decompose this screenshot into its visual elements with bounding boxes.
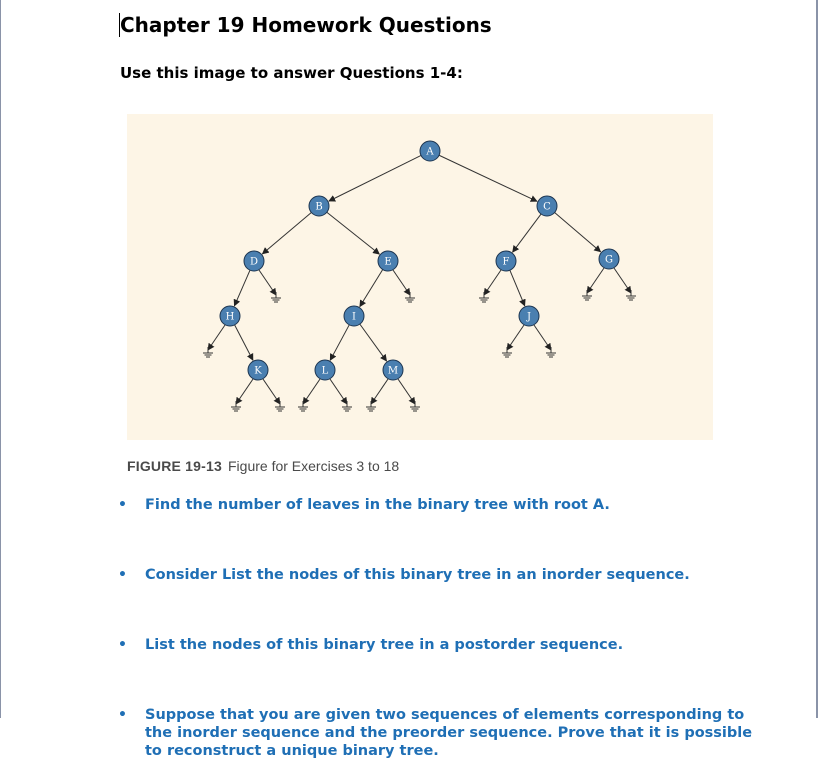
- null-ground-icon: [405, 292, 415, 302]
- tree-node-label: M: [387, 365, 399, 377]
- tree-edge-I-M: [360, 324, 387, 361]
- tree-edge-H-K: [235, 325, 253, 360]
- question-text: List the nodes of this binary tree in a postorder sequence.: [145, 637, 624, 653]
- tree-edge-F-J: [510, 270, 525, 306]
- tree-edge-B-D: [262, 212, 311, 253]
- tree-edge-D-H: [234, 270, 250, 306]
- question-item: [118, 706, 758, 760]
- tree-edge-B-E: [327, 212, 380, 254]
- tree-node-H: [220, 306, 240, 326]
- null-ground-icon: [582, 290, 592, 300]
- null-ground-icon: [410, 401, 420, 411]
- question-text: Consider List the nodes of this binary tree in an inorder sequence.: [145, 567, 690, 583]
- tree-node-label: A: [426, 146, 434, 158]
- null-child-H-L: [208, 325, 225, 350]
- null-child-M-R: [398, 379, 415, 404]
- tree-node-F: [496, 251, 516, 271]
- tree-node-label: H: [225, 311, 235, 323]
- figure-caption-label: FIGURE 19-13: [127, 458, 222, 474]
- tree-node-label: E: [384, 256, 392, 268]
- bullet-icon: •: [118, 567, 127, 583]
- null-ground-icon: [203, 347, 213, 357]
- null-ground-icon: [502, 347, 512, 357]
- null-child-K-L: [236, 379, 253, 404]
- tree-node-label: K: [254, 365, 262, 377]
- tree-node-G: [599, 249, 619, 269]
- null-ground-icon: [342, 401, 352, 411]
- tree-edge-A-C: [439, 155, 537, 201]
- null-child-K-R: [263, 379, 280, 404]
- question-list: [118, 496, 758, 759]
- question-text: Find the number of leaves in the binary tree with root A.: [145, 497, 610, 513]
- null-child-J-R: [534, 325, 551, 350]
- null-ground-icon: [275, 401, 285, 411]
- question-item: [118, 636, 758, 654]
- null-child-J-L: [507, 325, 524, 350]
- null-ground-icon: [626, 290, 636, 300]
- tree-node-M: [383, 360, 403, 380]
- tree-edge-E-I: [360, 270, 383, 307]
- tree-edge-I-L: [330, 325, 349, 360]
- tree-edge-C-F: [513, 214, 541, 252]
- tree-node-A: [420, 141, 440, 161]
- null-child-E-R: [393, 270, 410, 295]
- question-item: [118, 566, 758, 584]
- tree-node-C: [537, 196, 557, 216]
- null-child-M-L: [371, 379, 388, 404]
- tree-node-E: [378, 251, 398, 271]
- tree-node-label: C: [543, 201, 551, 213]
- tree-node-K: [248, 360, 268, 380]
- null-ground-icon: [271, 292, 281, 302]
- null-child-D-R: [259, 270, 276, 295]
- tree-node-label: J: [526, 311, 532, 323]
- tree-node-I: [344, 306, 364, 326]
- bullet-icon: •: [118, 637, 127, 653]
- null-ground-icon: [366, 401, 376, 411]
- instructions-subtitle: Use this image to answer Questions 1-4:: [120, 64, 463, 82]
- null-ground-icon: [546, 347, 556, 357]
- page-border-left: [0, 0, 1, 718]
- question-item: [118, 496, 758, 514]
- binary-tree-diagram: [127, 114, 713, 440]
- null-child-G-L: [587, 268, 604, 293]
- tree-edge-C-G: [555, 212, 601, 251]
- bullet-icon: •: [118, 497, 127, 513]
- page-title: Chapter 19 Homework Questions: [120, 13, 492, 37]
- null-ground-icon: [231, 401, 241, 411]
- tree-edge-A-B: [329, 155, 421, 201]
- null-child-F-L: [484, 270, 501, 295]
- figure-caption-text: Figure for Exercises 3 to 18: [228, 458, 400, 474]
- tree-node-label: G: [605, 254, 613, 266]
- tree-node-label: B: [315, 201, 323, 213]
- null-ground-icon: [479, 292, 489, 302]
- tree-node-label: L: [321, 365, 329, 377]
- null-child-L-L: [303, 379, 320, 404]
- question-text: Suppose that you are given two sequences of elements corresponding to the inorder sequence and the preorder sequence. Prove that it is possible to reconstruct a unique binary tree.: [145, 707, 753, 759]
- tree-node-J: [519, 306, 539, 326]
- null-ground-icon: [298, 401, 308, 411]
- tree-node-L: [315, 360, 335, 380]
- null-child-L-R: [330, 379, 347, 404]
- tree-node-label: I: [352, 311, 356, 323]
- binary-tree-figure: [127, 114, 713, 440]
- tree-node-label: F: [502, 256, 510, 268]
- null-child-G-R: [614, 268, 631, 293]
- figure-caption: [127, 458, 399, 474]
- bullet-icon: •: [118, 707, 127, 723]
- tree-node-label: D: [249, 256, 259, 268]
- tree-node-D: [244, 251, 264, 271]
- tree-node-B: [309, 196, 329, 216]
